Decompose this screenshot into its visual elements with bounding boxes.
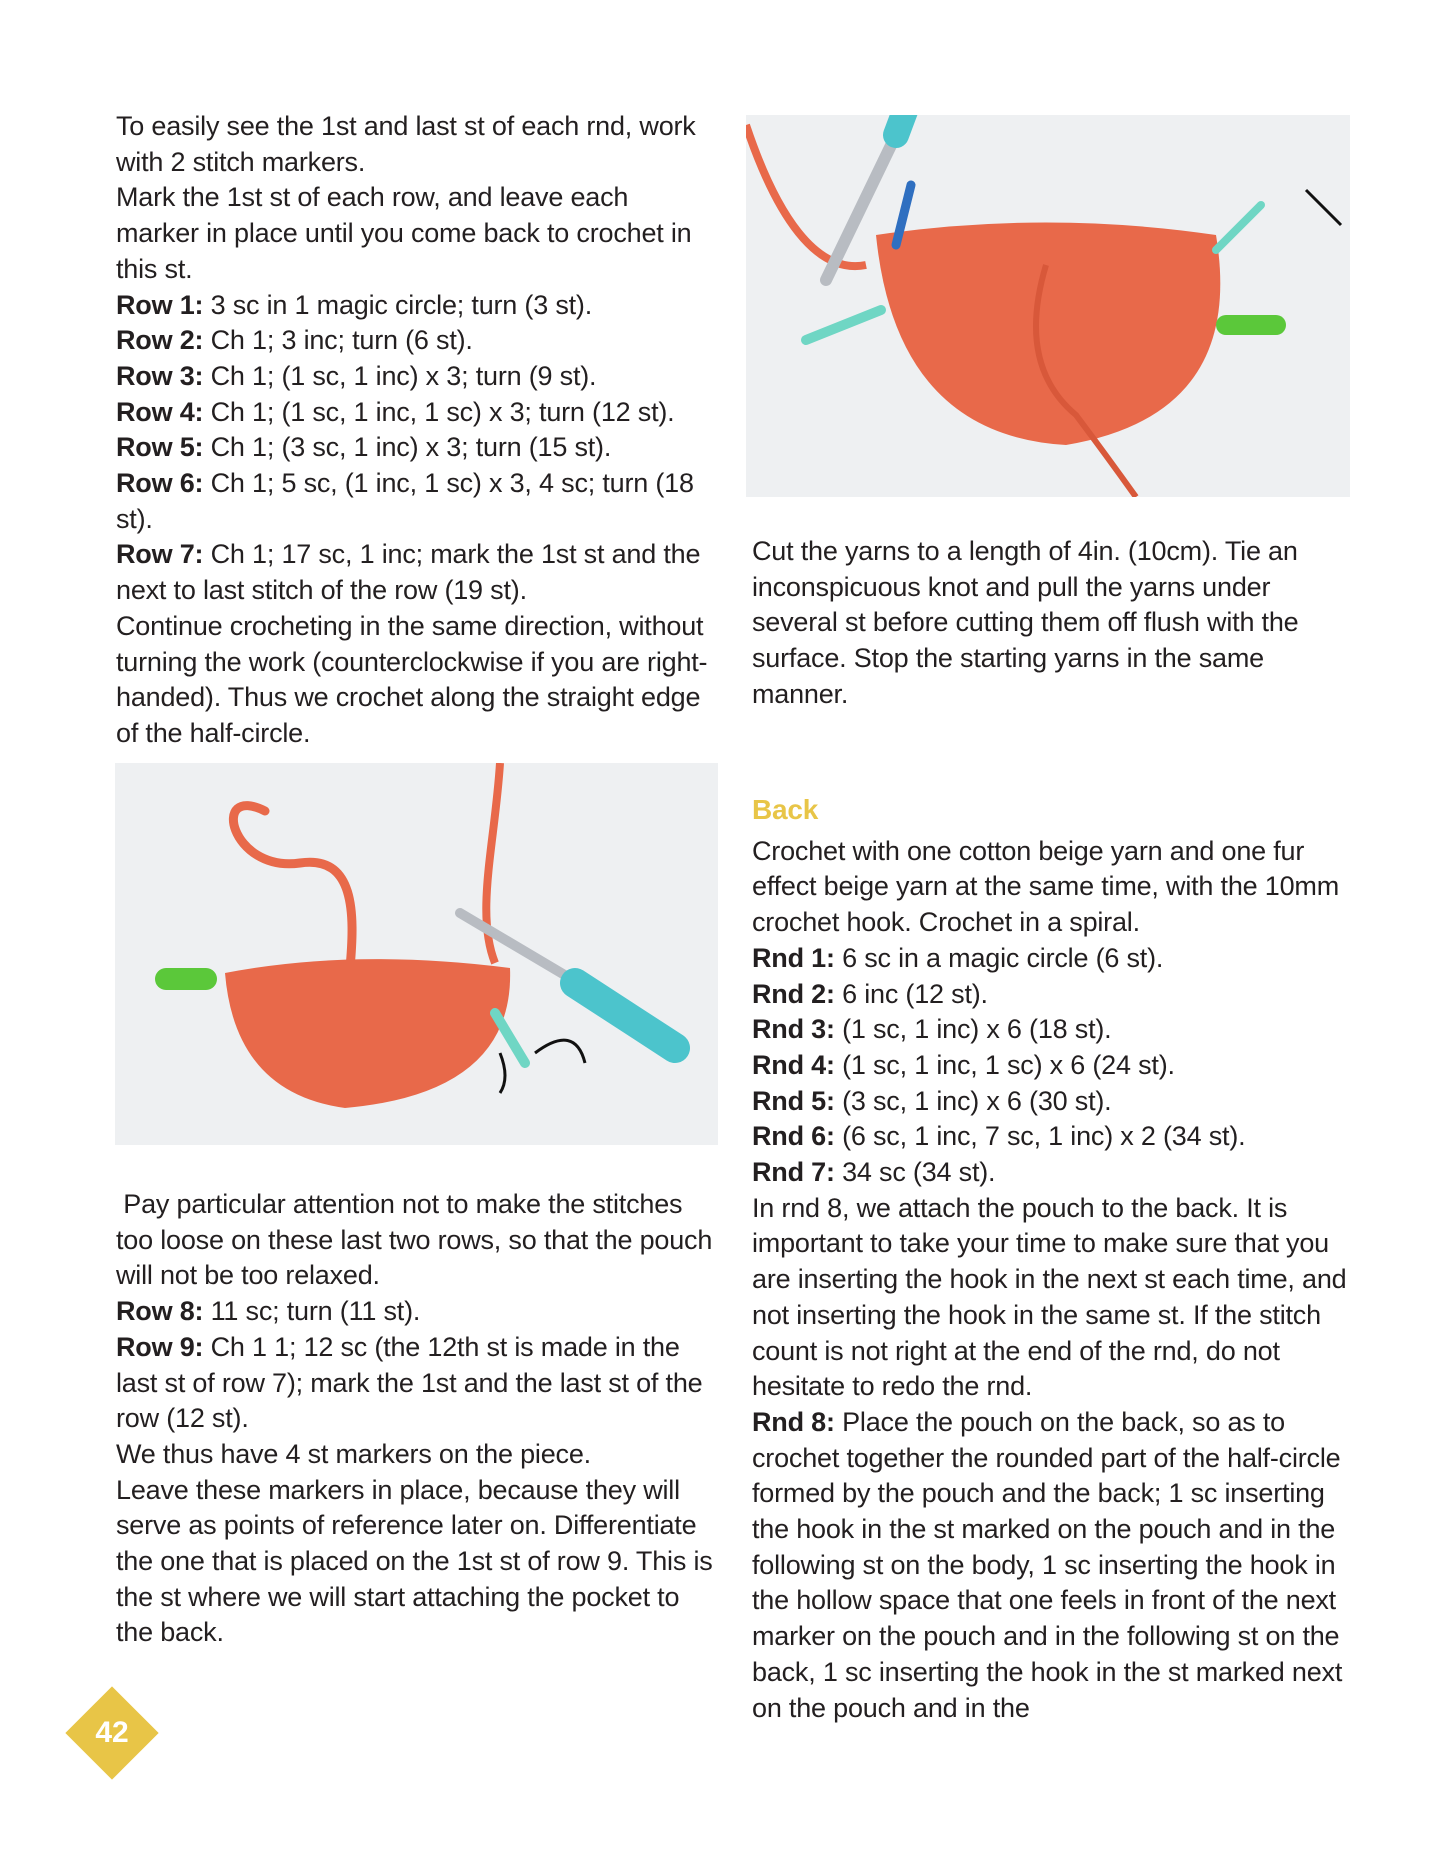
instruction-text: 34 sc (34 st). — [834, 1157, 996, 1188]
instruction-text: Ch 1; (1 sc, 1 inc) x 3; turn (9 st). — [203, 360, 597, 391]
paragraph — [752, 1084, 1352, 1120]
instruction-label: Row 9: — [116, 1331, 204, 1362]
green-stitch-marker — [1216, 315, 1286, 335]
paragraph — [116, 466, 716, 537]
instruction-label: Rnd 1: — [752, 942, 835, 973]
instruction-label: Rnd 8: — [752, 1406, 835, 1437]
crochet-illustration — [115, 763, 718, 1145]
instruction-text: In rnd 8, we attach the pouch to the back. It is important to take your time to make sure that you are inserting the hook in the next st each time, and not inserting the hook in the same st. If the stitch count is not right at the end of the rnd, do not hesitate to redo the rnd. — [752, 1192, 1347, 1402]
instruction-text: Ch 1; 3 inc; turn (6 st). — [203, 325, 473, 356]
instruction-label: Row 2: — [116, 325, 204, 356]
instruction-text: Ch 1 1; 12 sc (the 12th st is made in the last st of row 7); mark the 1st and the last st of the row (12 st). — [116, 1331, 703, 1434]
instruction-label: Row 3: — [116, 360, 204, 391]
paragraph — [752, 1155, 1352, 1191]
instruction-text: Ch 1; 5 sc, (1 inc, 1 sc) x 3, 4 sc; turn (18 st). — [116, 468, 694, 534]
paragraph — [116, 1187, 716, 1294]
instruction-label: Rnd 3: — [752, 1014, 835, 1045]
instruction-label: Rnd 5: — [752, 1085, 835, 1116]
instruction-label: Rnd 2: — [752, 978, 835, 1009]
instruction-text: Ch 1; 17 sc, 1 inc; mark the 1st st and the next to last stitch of the row (19 st). — [116, 539, 701, 606]
instruction-label: Row 5: — [116, 432, 204, 463]
instruction-text: Leave these markers in place, because they will serve as points of reference later on. Differentiate the one that is placed on the 1st st of row 9. This is the st where we will start attaching the pocket to the back. — [116, 1474, 713, 1648]
instruction-label: Rnd 4: — [752, 1049, 835, 1080]
instruction-text: Ch 1; (3 sc, 1 inc) x 3; turn (15 st). — [203, 432, 612, 463]
paragraph — [752, 1191, 1352, 1405]
paragraph — [116, 323, 716, 359]
paragraph — [752, 1048, 1352, 1084]
instruction-text: (1 sc, 1 inc, 1 sc) x 6 (24 st). — [834, 1049, 1175, 1080]
green-stitch-marker — [155, 968, 217, 990]
instruction-label: Rnd 7: — [752, 1157, 835, 1188]
paragraph — [752, 977, 1352, 1013]
crochet-photo-step-left — [115, 763, 718, 1145]
instruction-text: 6 inc (12 st). — [834, 978, 988, 1009]
instruction-label: Row 6: — [116, 468, 204, 499]
instruction-text: Place the pouch on the back, so as to crochet together the rounded part of the half-circle formed by the pouch and the back; 1 sc inserting the hook in the st marked on the pouch and in the following st on the body, 1 sc inserting the hook in the hollow space that one feels in front of the next marker on the pouch and in the following st on the back, 1 sc inserting the hook in the st marked next on the pouch and in the — [752, 1406, 1343, 1723]
paragraph — [116, 288, 716, 324]
instruction-text: Pay particular attention not to make the stitches too loose on these last two rows, so that the pouch will not be too relaxed. — [116, 1189, 713, 1291]
crochet-hook-handle — [896, 115, 911, 135]
right-column-top-text — [752, 534, 1352, 713]
instruction-label: Row 1: — [116, 289, 204, 320]
instruction-text: (3 sc, 1 inc) x 6 (30 st). — [834, 1085, 1112, 1116]
paragraph — [752, 1012, 1352, 1048]
instruction-text: (6 sc, 1 inc, 7 sc, 1 inc) x 2 (34 st). — [834, 1121, 1246, 1152]
paragraph — [116, 180, 716, 287]
instruction-label: Rnd 6: — [752, 1121, 835, 1152]
paragraph — [116, 109, 716, 180]
instruction-text: Ch 1; (1 sc, 1 inc, 1 sc) x 3; turn (12 st). — [203, 396, 675, 427]
instruction-label: Row 7: — [116, 539, 204, 570]
paragraph — [116, 537, 716, 608]
right-column-bottom-text — [752, 780, 1352, 1726]
paragraph — [752, 834, 1352, 941]
instruction-text: 3 sc in 1 magic circle; turn (3 st). — [203, 289, 593, 320]
instruction-text: Continue crocheting in the same direction, without turning the work (counterclockwise if you are right-handed). Thus we crochet along the straight edge of the half-circle. — [116, 610, 708, 748]
paragraph — [116, 430, 716, 466]
instruction-text: Mark the 1st st of each row, and leave each marker in place until you come back to crochet in this st. — [116, 182, 692, 284]
instruction-text: Crochet with one cotton beige yarn and one fur effect beige yarn at the same time, with the 10mm crochet hook. Crochet in a spiral. — [752, 835, 1339, 938]
paragraph — [116, 395, 716, 431]
paragraph — [752, 1119, 1352, 1155]
paragraph — [116, 1473, 716, 1652]
instruction-text: 11 sc; turn (11 st). — [203, 1296, 421, 1327]
instruction-label: Row 4: — [116, 396, 204, 427]
paragraph — [752, 941, 1352, 977]
paragraph — [116, 609, 716, 752]
instruction-text: (1 sc, 1 inc) x 6 (18 st). — [834, 1014, 1112, 1045]
paragraph — [116, 1330, 716, 1437]
crochet-photo-step-right — [746, 115, 1350, 497]
paragraph — [752, 534, 1352, 713]
crochet-illustration — [746, 115, 1350, 497]
paragraph — [116, 1294, 716, 1330]
instruction-text: 6 sc in a magic circle (6 st). — [834, 942, 1164, 973]
paragraph — [116, 1437, 716, 1473]
instruction-text: We thus have 4 st markers on the piece. — [116, 1438, 591, 1469]
instruction-label: Row 8: — [116, 1296, 204, 1327]
paragraph — [752, 1405, 1352, 1726]
page-number: 42 — [95, 1716, 129, 1749]
left-column-top-text — [116, 109, 716, 752]
section-heading-back: Back — [752, 794, 819, 825]
instruction-text: Cut the yarns to a length of 4in. (10cm). Tie an inconspicuous knot and pull the yarns under several st before cutting them off flush with the surface. Stop the starting yarns in the same manner. — [752, 536, 1299, 709]
paragraph — [116, 359, 716, 395]
left-column-bottom-text — [116, 1187, 716, 1651]
instruction-text: To easily see the 1st and last st of each rnd, work with 2 stitch markers. — [116, 111, 696, 177]
